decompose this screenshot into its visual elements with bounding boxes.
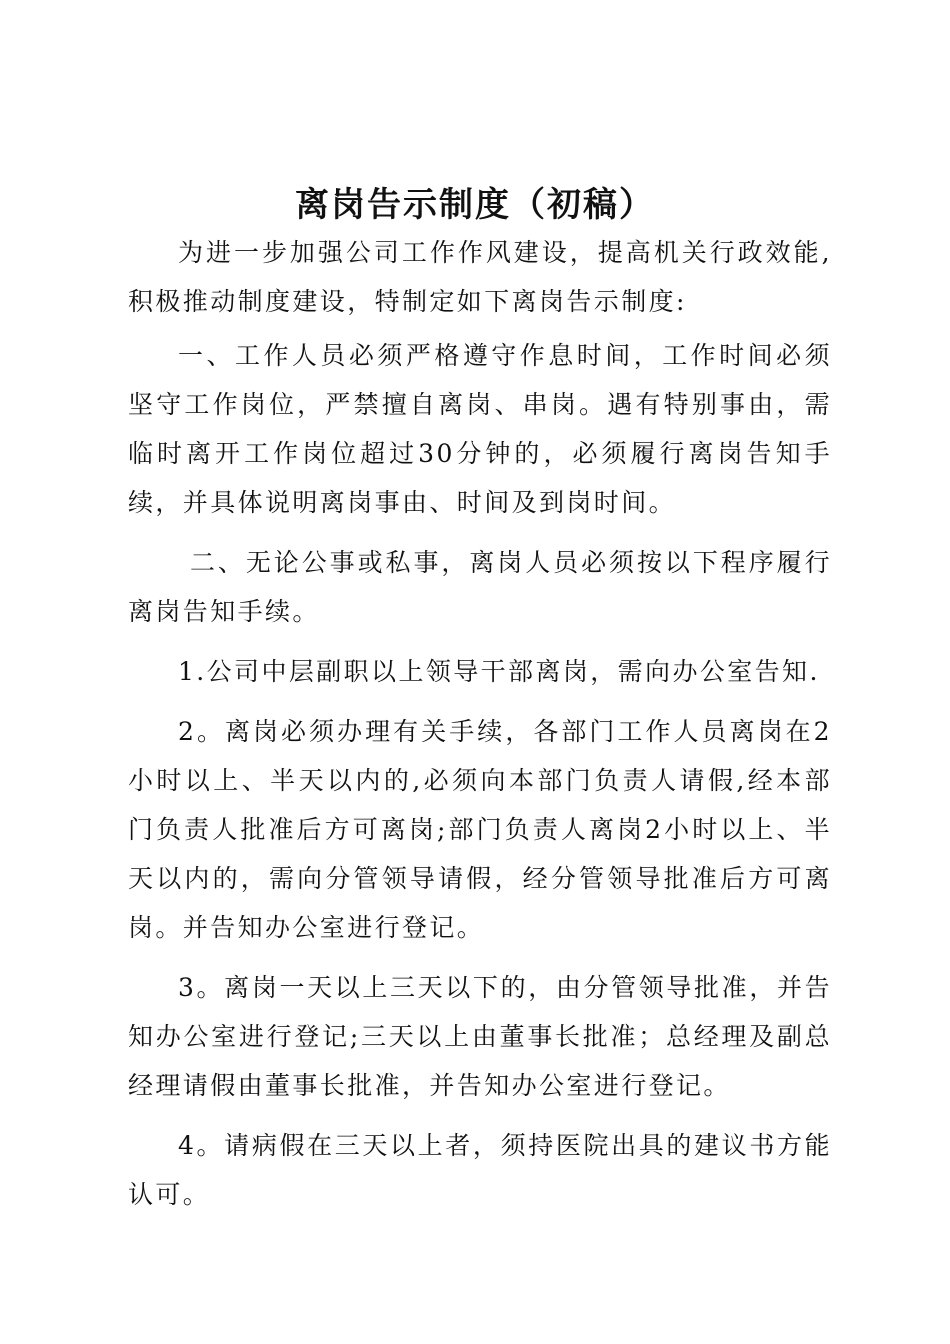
paragraph-section-two: 二、无论公事或私事，离岗人员必须按以下程序履行离岗告知手续。 — [128, 548, 832, 626]
paragraph-section-one: 一、工作人员必须严格遵守作息时间，工作时间必须坚守工作岗位，严禁擅自离岗、串岗。遇有特别事由，需临时离开工作岗位超过30分钟的，必须履行离岗告知手续，并具体说明离岗事由、时间及到岗时间。 — [128, 341, 832, 517]
paragraph-item-4: 4。请病假在三天以上者，须持医院出具的建议书方能认可。 — [128, 1131, 832, 1209]
document-title: 离岗告示制度（初稿） — [295, 185, 655, 225]
document-body — [128, 228, 832, 1230]
paragraph-item-1: 1.公司中层副职以上领导干部离岗，需向办公室告知. — [178, 657, 820, 686]
paragraph-item-2: 2。离岗必须办理有关手续，各部门工作人员离岗在2小时以上、半天以内的,必须向本部门负责人请假,经本部门负责人批准后方可离岗;部门负责人离岗2小时以上、半天以内的，需向分管领导请假，经分管领导批准后方可离岗。并告知办公室进行登记。 — [128, 717, 832, 942]
paragraph-intro: 为进一步加强公司工作作风建设，提高机关行政效能,积极推动制度建设，特制定如下离岗告示制度: — [128, 238, 832, 316]
paragraph-item-3: 3。离岗一天以上三天以下的，由分管领导批准，并告知办公室进行登记;三天以上由董事长批准；总经理及副总经理请假由董事长批准，并告知办公室进行登记。 — [128, 973, 832, 1100]
